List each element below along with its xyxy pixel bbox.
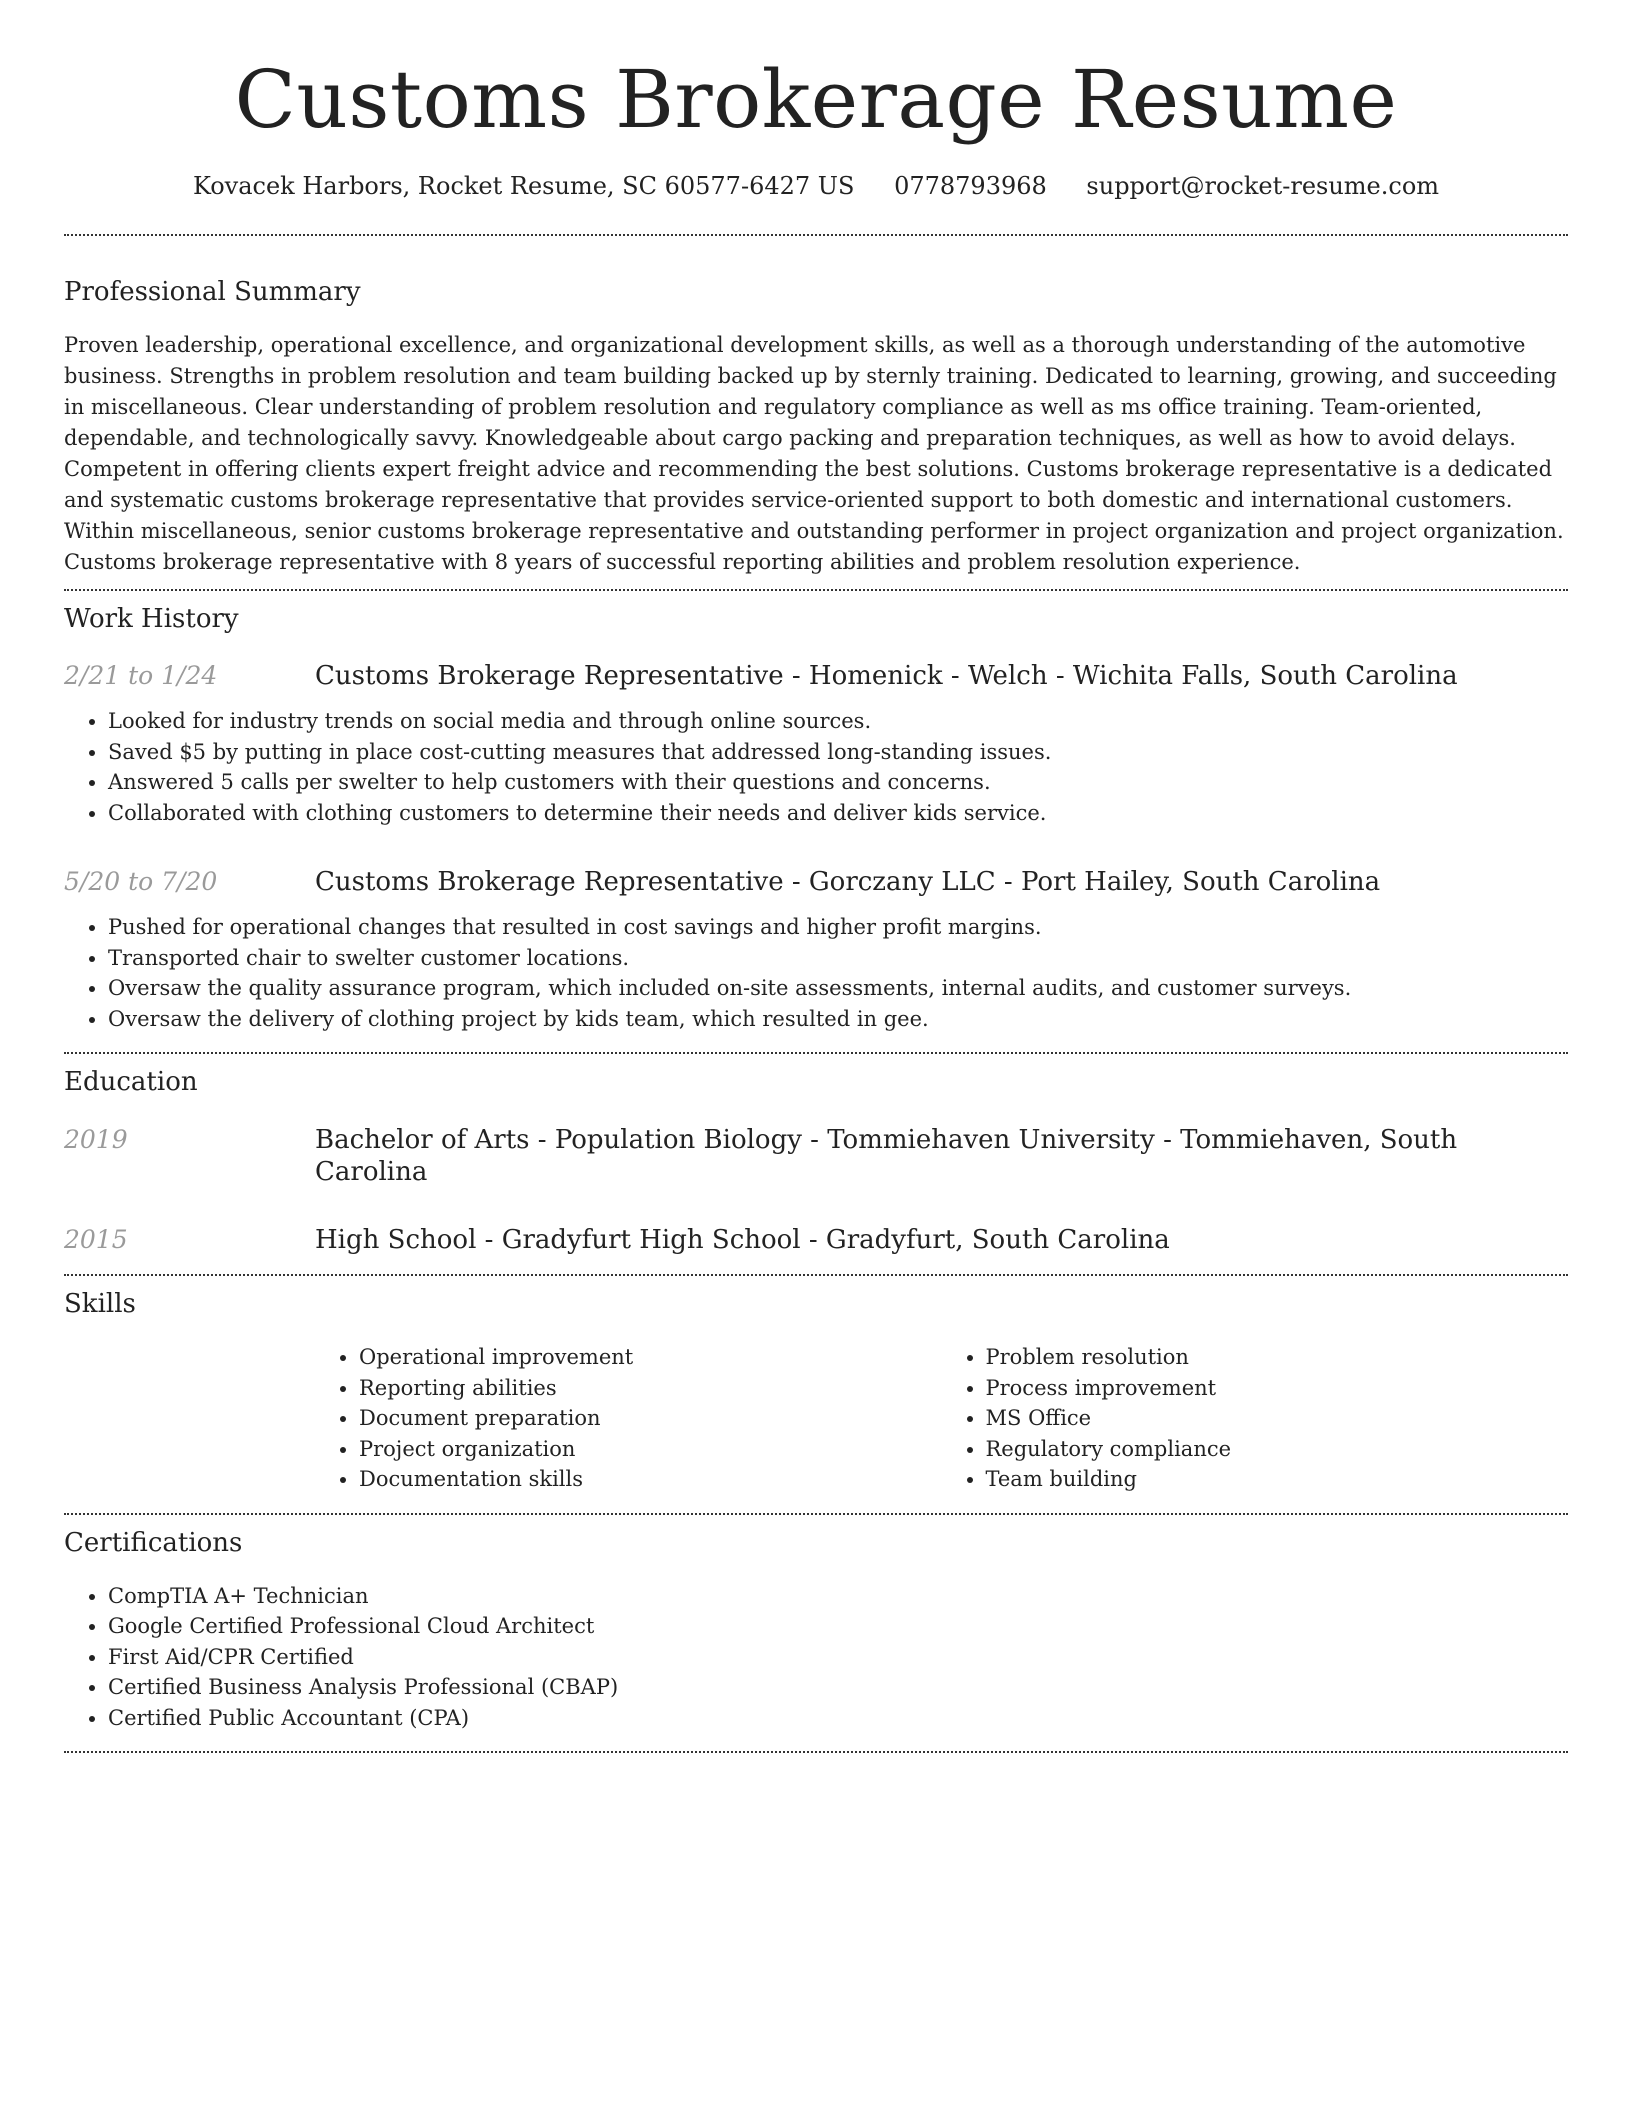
skills-list-right	[942, 1342, 1569, 1495]
list-item: • Process improvement	[986, 1373, 1569, 1404]
education-section	[64, 1066, 1568, 1256]
certifications-list	[64, 1581, 1568, 1734]
summary-text: Proven leadership, operational excellence, and organizational development skills, as well as a thorough understanding of the automotive business. Strengths in problem resolution and team building backed up by sternly training. Dedicated to learning, growing, and succeeding in miscellaneous. Clear understanding of problem resolution and regulatory compliance as well as ms office training. Team-oriented, dependable, and technologically savvy. Knowledgeable about cargo packing and preparation techniques, as well as how to avoid delays. Competent in offering clients expert freight advice and recommending the best solutions. Customs brokerage representative is a dedicated and systematic customs brokerage representative that provides service-oriented support to both domestic and international customers. Within miscellaneous, senior customs brokerage representative and outstanding performer in project organization and project organization. Customs brokerage representative with 8 years of successful reporting abilities and problem resolution experience.	[64, 333, 1564, 574]
contact-email: support@rocket-resume.com	[1086, 172, 1440, 200]
job-bullets	[64, 706, 1568, 828]
education-heading: Bachelor of Arts - Population Biology - Tommiehaven University - Tommiehaven, South Carolina	[315, 1125, 1458, 1187]
list-item: • Oversaw the quality assurance program, which included on-site assessments, internal audits, and customer surveys.	[108, 973, 1568, 1004]
list-item: • CompTIA A+ Technician	[108, 1581, 1568, 1612]
skills-list-left	[315, 1342, 942, 1495]
education-entry	[64, 1124, 1568, 1188]
resume-header	[64, 0, 1568, 202]
list-item: • Document preparation	[359, 1403, 942, 1434]
list-item: • Google Certified Professional Cloud Architect	[108, 1611, 1568, 1642]
summary-section	[64, 276, 1568, 578]
divider	[64, 1513, 1568, 1515]
section-title-certifications: Certifications	[64, 1527, 243, 1558]
list-item: • Collaborated with clothing customers to determine their needs and deliver kids service.	[108, 798, 1568, 829]
education-entry	[64, 1224, 1568, 1256]
list-item: • Regulatory compliance	[986, 1434, 1569, 1465]
list-item: • Team building	[986, 1464, 1569, 1495]
list-item: • Reporting abilities	[359, 1373, 942, 1404]
section-title-education: Education	[64, 1067, 198, 1097]
section-title-skills: Skills	[64, 1289, 136, 1319]
skills-grid	[315, 1342, 1568, 1495]
list-item: • First Aid/CPR Certified	[108, 1642, 1568, 1673]
list-item: • Documentation skills	[359, 1464, 942, 1495]
job-bullets	[64, 912, 1568, 1034]
education-year: 2019	[64, 1125, 128, 1154]
job-entry	[64, 660, 1568, 828]
list-item: • Saved $5 by putting in place cost-cutting measures that addressed long-standing issues.	[108, 737, 1568, 768]
resume-title: Customs Brokerage Resume	[234, 53, 1398, 146]
list-item: • Problem resolution	[986, 1342, 1569, 1373]
divider	[64, 589, 1568, 591]
list-item: • Certified Public Accountant (CPA)	[108, 1703, 1568, 1734]
job-entry	[64, 866, 1568, 1034]
certifications-section	[64, 1527, 1568, 1734]
skills-section	[64, 1288, 1568, 1495]
list-item: • Project organization	[359, 1434, 942, 1465]
section-title-summary: Professional Summary	[64, 277, 361, 307]
list-item: • Answered 5 calls per swelter to help customers with their questions and concerns.	[108, 767, 1568, 798]
divider	[64, 1274, 1568, 1276]
list-item: • Operational improvement	[359, 1342, 942, 1373]
divider	[64, 234, 1568, 236]
job-dates: 2/21 to 1/24	[64, 661, 218, 690]
job-heading: Customs Brokerage Representative - Homenick - Welch - Wichita Falls, South Carolina	[315, 661, 1458, 691]
contact-phone: 0778793968	[894, 172, 1047, 200]
list-item: • Looked for industry trends on social media and through online sources.	[108, 706, 1568, 737]
job-dates: 5/20 to 7/20	[64, 867, 218, 896]
list-item: • Oversaw the delivery of clothing project by kids team, which resulted in gee.	[108, 1004, 1568, 1035]
contact-line	[64, 170, 1568, 202]
list-item: • Certified Business Analysis Professional (CBAP)	[108, 1672, 1568, 1703]
list-item: • MS Office	[986, 1403, 1569, 1434]
education-year: 2015	[64, 1225, 128, 1254]
section-title-work-history: Work History	[64, 604, 239, 634]
education-heading: High School - Gradyfurt High School - Gradyfurt, South Carolina	[315, 1225, 1170, 1255]
divider	[64, 1052, 1568, 1054]
list-item: • Pushed for operational changes that resulted in cost savings and higher profit margins.	[108, 912, 1568, 943]
contact-address: Kovacek Harbors, Rocket Resume, SC 60577-6427 US	[192, 172, 855, 200]
list-item: • Transported chair to swelter customer locations.	[108, 943, 1568, 974]
job-heading: Customs Brokerage Representative - Gorczany LLC - Port Hailey, South Carolina	[315, 867, 1381, 897]
work-history-section	[64, 603, 1568, 1034]
divider	[64, 1751, 1568, 1753]
